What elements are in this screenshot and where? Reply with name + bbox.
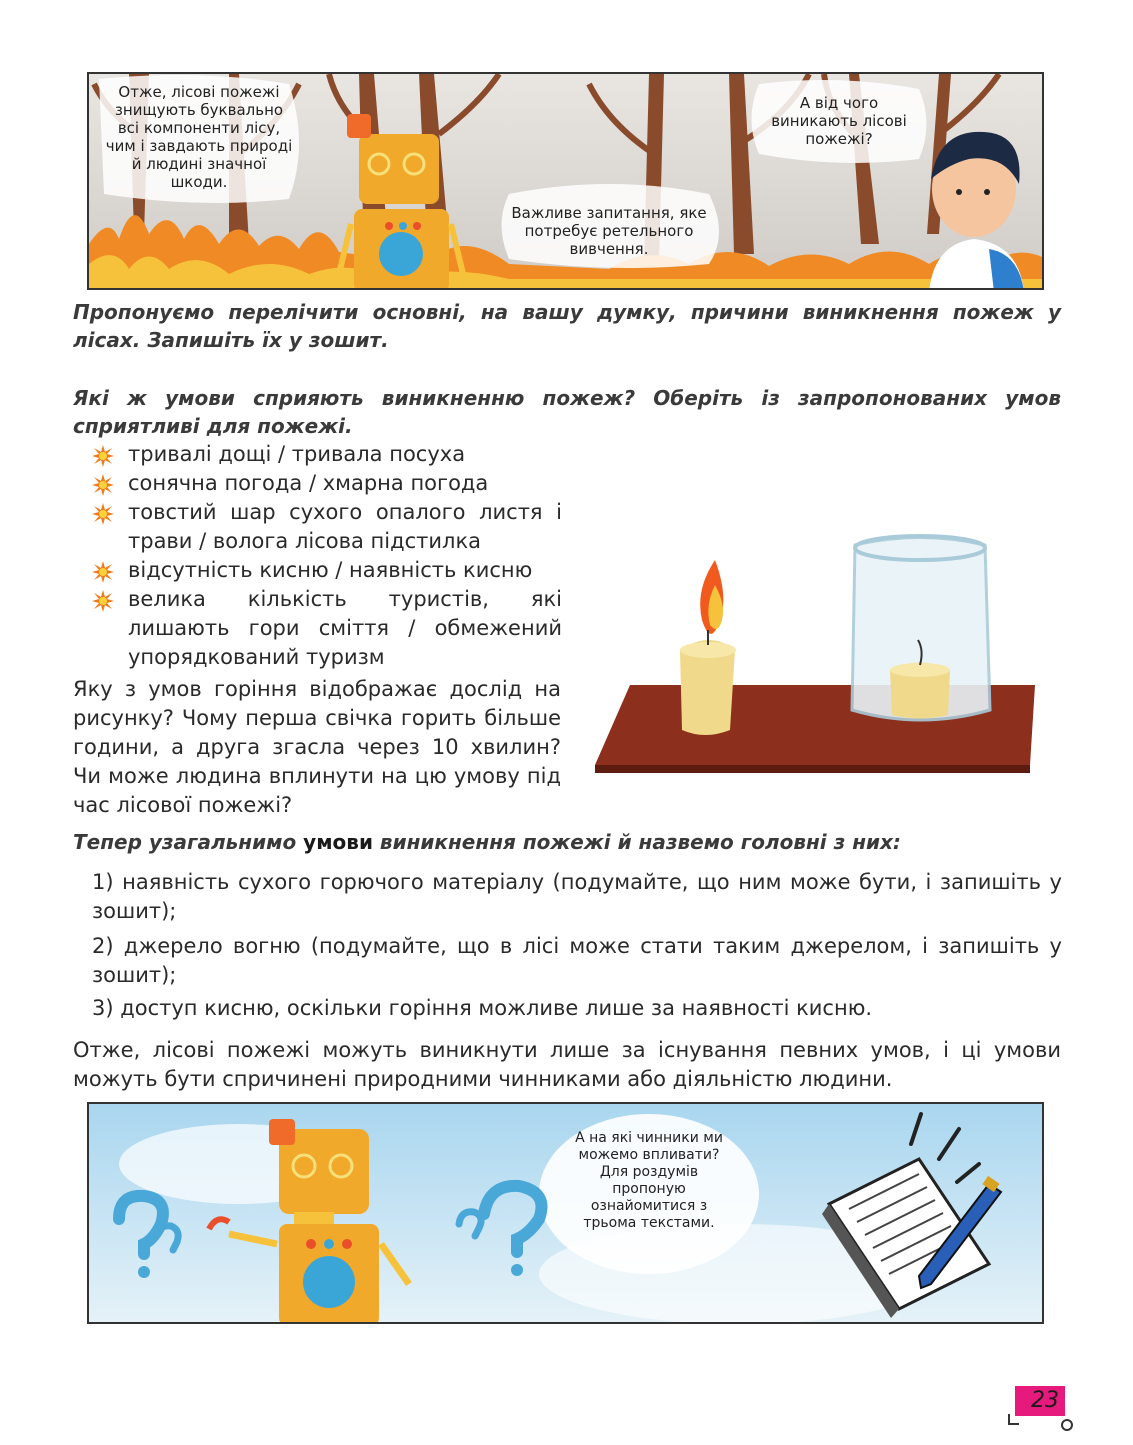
boy-figure <box>929 132 1024 290</box>
candle-experiment-illustration <box>590 530 1040 775</box>
list-item: товстий шар сухого опалого листя і трави / волога лісова підстилка <box>92 498 562 556</box>
comic-panel-fire <box>87 72 1044 290</box>
burst-icon <box>92 503 114 525</box>
burst-icon <box>92 561 114 583</box>
burst-icon <box>92 474 114 496</box>
experiment-question: Яку з умов горіння відображає дослід на рисунку? Чому перша свічка горить більше години, а друга згасла через 10 хвилин? Чи може людина вплинути на цю умову під час лісової пожежі? <box>73 677 561 817</box>
question-causes: Пропонуємо перелічити основні, на вашу думку, причини виникнення пожеж у лісах. Запишіть їх у зошит. <box>73 300 1061 352</box>
speech-bubble-robot: А на які чинники ми можемо впливати? Для роздумів пропоную ознайомитися з трьома текстами. <box>575 1130 723 1231</box>
list-item: відсутність кисню / наявність кисню <box>92 556 562 585</box>
list-item: тривалі дощі / тривала посуха <box>92 440 562 469</box>
main-condition-2: 2) джерело вогню (подумайте, що в лісі може стати таким джерелом, і запишіть у зошит); <box>92 934 1062 987</box>
conclusion-paragraph: Отже, лісові пожежі можуть виникнути лише за існування певних умов, і ці умови можуть бути спричинені природними чинниками або діяльністю людини. <box>73 1038 1061 1091</box>
summary-intro: Тепер узагальнимо умови виникнення пожежі й назвемо головні з них: <box>73 830 901 854</box>
comic-panel-sky <box>87 1102 1044 1324</box>
sky-illustration <box>89 1104 1044 1324</box>
burning-candle <box>680 560 736 735</box>
burst-icon <box>92 590 114 612</box>
speech-bubble-boy: А від чого виникають лісові пожежі? <box>771 94 907 148</box>
speech-bubble-middle: Важливе запитання, яке потребує ретельного вивчення. <box>511 204 707 258</box>
list-item: сонячна погода / хмарна погода <box>92 469 562 498</box>
main-condition-1: 1) наявність сухого горючого матеріалу (подумайте, що ним може бути, і запишіть у зошит); <box>92 870 1062 923</box>
page-number: 23 <box>1015 1386 1065 1416</box>
page-corner-ornament <box>1005 1412 1075 1432</box>
glass-jar <box>852 536 990 720</box>
main-condition-3: 3) доступ кисню, оскільки горіння можливе лише за наявності кисню. <box>92 996 873 1020</box>
burst-icon <box>92 445 114 467</box>
list-item: велика кількість туристів, які лишають гори сміття / обмежений упорядкований туризм <box>92 585 562 672</box>
question-conditions: Які ж умови сприяють виникненню пожеж? Оберіть із запропонованих умов сприятливі для пожежі. <box>73 386 1061 438</box>
speech-bubble-robot: Отже, лісові пожежі знищують буквально всі компоненти лісу, чим і завдають природі й людині значної шкоди. <box>105 83 293 191</box>
conditions-list <box>92 440 562 672</box>
